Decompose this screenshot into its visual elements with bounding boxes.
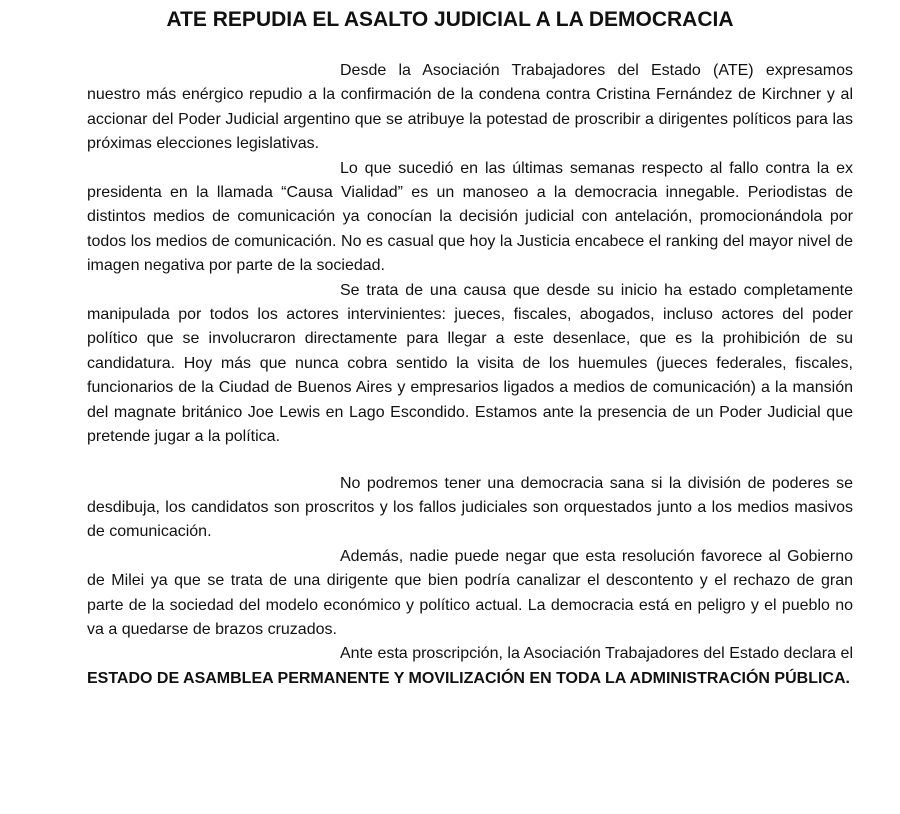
closing-paragraph [87, 642, 853, 691]
paragraph: Además, nadie puede negar que esta resolución favorece al Gobierno de Milei ya que se trata de una dirigente que bien podría canalizar el descontento y el rechazo de gran parte de la sociedad del modelo económico y político actual. La democracia está en peligro y el pueblo no va a quedarse de brazos cruzados. [87, 547, 853, 638]
closing-intro: Ante esta proscripción, la Asociación Trabajadores del Estado declara el [340, 645, 853, 663]
closing-declaration: ESTADO DE ASAMBLEA PERMANENTE Y MOVILIZACIÓN EN TODA LA ADMINISTRACIÓN PÚBLICA. [87, 669, 850, 687]
document-body [87, 59, 853, 691]
paragraph: No podremos tener una democracia sana si la división de poderes se desdibuja, los candidatos son proscritos y los fallos judiciales son orquestados junto a los medios masivos de comunicación. [87, 474, 853, 541]
paragraph: Lo que sucedió en las últimas semanas respecto al fallo contra la ex presidenta en la llamada “Causa Vialidad” es un manoseo a la democracia innegable. Periodistas de distintos medios de comunicación ya conocían la decisión judicial con antelación, promocionándola por todos los medios de comunicación. No es casual que hoy la Justicia encabece el ranking del mayor nivel de imagen negativa por parte de la sociedad. [87, 159, 853, 275]
document-title: ATE REPUDIA EL ASALTO JUDICIAL A LA DEMOCRACIA [166, 8, 734, 31]
paragraph: Desde la Asociación Trabajadores del Estado (ATE) expresamos nuestro más enérgico repudio a la confirmación de la condena contra Cristina Fernández de Kirchner y al accionar del Poder Judicial argentino que se atribuye la potestad de proscribir a dirigentes políticos para las próximas elecciones legislativas. [87, 62, 853, 153]
paragraph: Se trata de una causa que desde su inicio ha estado completamente manipulada por todos los actores intervinientes: jueces, fiscales, abogados, incluso actores del poder político que se involucraron directamente para llegar a este desenlace, que es la prohibición de su candidatura. Hoy más que nunca cobra sentido la visita de los huemules (jueces federales, fiscales, funcionarios de la Ciudad de Buenos Aires y empresarios ligados a medios de comunicación) a la mansión del magnate británico Joe Lewis en Lago Escondido. Estamos ante la presencia de un Poder Judicial que pretende jugar a la política. [87, 281, 853, 446]
